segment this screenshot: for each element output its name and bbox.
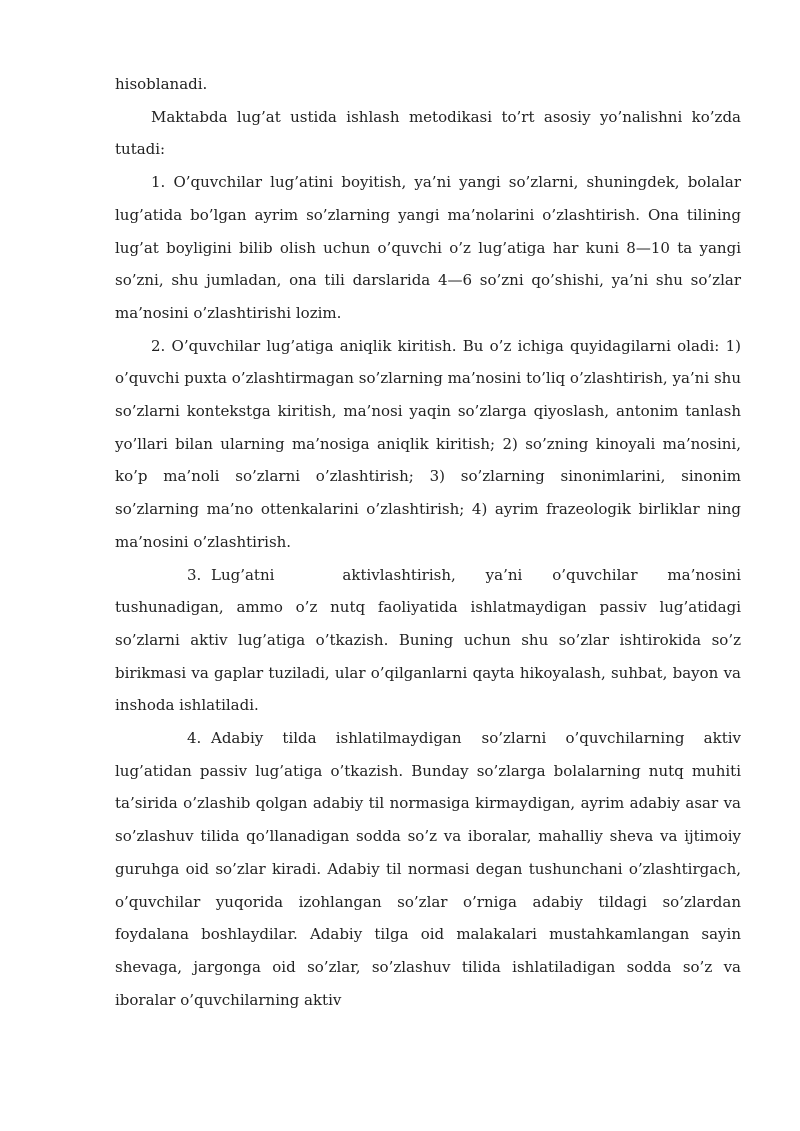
paragraph-item-3 bbox=[115, 559, 741, 723]
paragraph-continuation: hisoblanadi. bbox=[115, 75, 208, 93]
item-number: 4. bbox=[187, 729, 202, 748]
paragraph-item-4 bbox=[115, 722, 741, 1016]
item-text: aktivlashtirish, ya’ni o’quvchilar ma’nosini tushunadigan, ammo o’z nutq faoliyatida ishlatmaydigan passiv lug’atidagi so’zlarni aktiv lug’atiga o’tkazish. Buning uchun shu so’zlar ishtirokida so’z birikmasi va gaplar tuziladi, ular o’qilganlarni qayta hikoyalash, suhbat, bayon va inshoda ishlatiladi. bbox=[115, 565, 741, 715]
item-lead-word: Lug’atni bbox=[211, 565, 275, 584]
document-page bbox=[115, 68, 741, 1016]
item-lead-words: Adabiy tilda ishlatilmaydigan bbox=[211, 729, 462, 748]
item-text: so’zlarni o’quvchilarning aktiv lug’atidan passiv lug’atiga o’tkazish. Bunday so’zlarga bolalarning nutq muhiti ta’sirida o’zlashib qolgan adabiy til normasiga kirmaydigan, ayrim adabiy asar va so’zlashuv tilida qo’llanadigan sodda so’z va iboralar, mahalliy sheva va ijtimoiy guruhga oid so’zlar kiradi. Adabiy til normasi degan tushunchani o’zlashtirgach, o’quvchilar yuqorida izohlangan so’zlar o’rniga adabiy tildagi so’zlardan foydalana boshlaydilar. Adabiy tilga oid malakalari mustahkamlangan sayin shevaga, jargonga oid so’zlar, so’zlashuv tilida ishlatiladigan sodda so’z va iboralar o’quvchilarning aktiv bbox=[115, 729, 741, 1009]
paragraph-item-2: 2. O’quvchilar lug’atiga aniqlik kiritish. Bu o’z ichiga quyidagilarni oladi: 1) o’quvchi puxta o’zlashtirmagan so’zlarning ma’nosini to’liq o’zlashtirish, ya’ni shu so’zlarni kontekstga kiritish, ma’nosi yaqin so’zlarga qiyoslash, antonim tanlash yo’llari bilan ularning ma’nosiga aniqlik kiritish; 2) so’zning kinoyali ma’nosini, ko’p ma’noli so’zlarni o’zlashtirish; 3) so’zlarning sinonimlarini, sinonim so’zlarning ma’no ottenkalarini o’zlashtirish; 4) ayrim frazeologik birliklar ning ma’nosini o’zlashtirish. bbox=[115, 336, 741, 551]
paragraph-intro: Maktabda lug’at ustida ishlash metodikasi to’rt asosiy yo’nalishni ko’zda tutadi: bbox=[115, 107, 741, 159]
item-number: 3. bbox=[187, 565, 202, 584]
paragraph-item-1: 1. O’quvchilar lug’atini boyitish, ya’ni yangi so’zlarni, shuningdek, bolalar lug’atida bo’lgan ayrim so’zlarning yangi ma’nolarini o’zlashtirish. Ona tilining lug’at boyligini bilib olish uchun o’quvchi o’z lug’atiga har kuni 8—10 ta yangi so’zni, shu jumladan, ona tili darslarida 4—6 so’zni qo’shishi, ya’ni shu so’zlar ma’nosini o’zlashtirishi lozim. bbox=[115, 173, 741, 322]
